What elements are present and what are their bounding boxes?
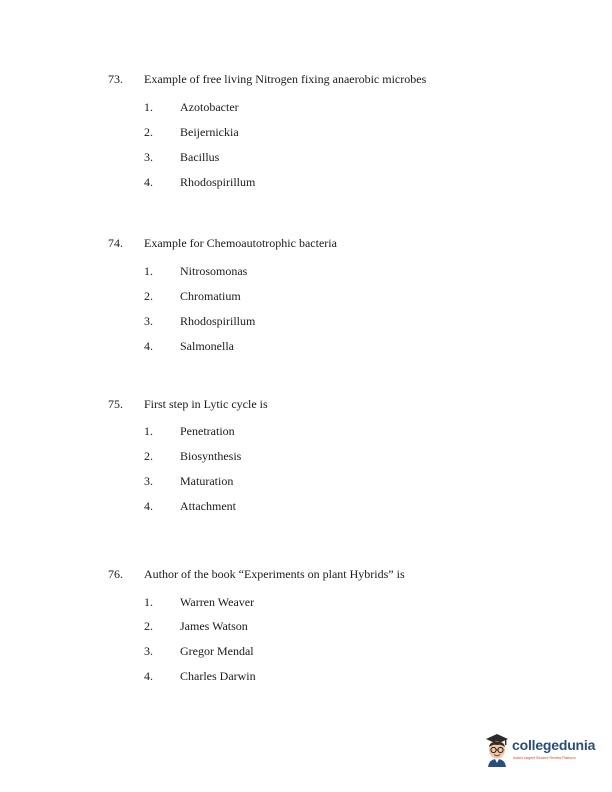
option-text: Rhodospirillum <box>180 175 256 189</box>
option-text: Salmonella <box>180 339 234 353</box>
question-text: Example of free living Nitrogen fixing anaerobic microbes <box>144 72 427 86</box>
logo-name: collegedunia <box>512 737 596 753</box>
option-2 <box>108 448 508 464</box>
option-number: 2. <box>144 619 153 633</box>
logo-tagline: India's largest Student Review Platform <box>513 756 576 760</box>
question-number: 75. <box>108 397 123 411</box>
question-stem <box>108 235 568 251</box>
option-number: 4. <box>144 175 153 189</box>
question-text: Example for Chemoautotrophic bacteria <box>144 236 337 250</box>
option-3 <box>108 473 508 489</box>
option-text: Azotobacter <box>180 100 239 114</box>
option-2 <box>108 288 508 304</box>
option-number: 3. <box>144 474 153 488</box>
graduate-mascot-icon <box>484 733 510 767</box>
option-2 <box>108 124 508 140</box>
option-2 <box>108 618 508 634</box>
option-1 <box>108 263 508 279</box>
option-3 <box>108 313 508 329</box>
option-3 <box>108 643 508 659</box>
question-75 <box>108 396 568 513</box>
option-3 <box>108 149 508 165</box>
option-4 <box>108 668 508 684</box>
option-number: 2. <box>144 125 153 139</box>
option-1 <box>108 99 508 115</box>
option-number: 1. <box>144 100 153 114</box>
option-text: Maturation <box>180 474 234 488</box>
option-1 <box>108 594 508 610</box>
question-76 <box>108 566 568 683</box>
option-text: Beijernickia <box>180 125 239 139</box>
option-4 <box>108 498 508 514</box>
option-text: Biosynthesis <box>180 449 242 463</box>
question-text: First step in Lytic cycle is <box>144 397 268 411</box>
option-1 <box>108 423 508 439</box>
option-number: 3. <box>144 150 153 164</box>
option-number: 4. <box>144 499 153 513</box>
option-text: Bacillus <box>180 150 220 164</box>
collegedunia-logo <box>484 733 598 769</box>
option-4 <box>108 338 508 354</box>
option-number: 1. <box>144 264 153 278</box>
option-number: 3. <box>144 644 153 658</box>
question-stem <box>108 71 568 87</box>
option-text: James Watson <box>180 619 248 633</box>
question-74 <box>108 235 568 353</box>
question-number: 76. <box>108 567 123 581</box>
question-text: Author of the book “Experiments on plant Hybrids” is <box>144 567 405 581</box>
option-number: 4. <box>144 669 153 683</box>
option-number: 1. <box>144 595 153 609</box>
question-stem <box>108 566 568 582</box>
option-text: Attachment <box>180 499 236 513</box>
question-number: 74. <box>108 236 123 250</box>
question-73 <box>108 71 568 189</box>
question-stem <box>108 396 568 412</box>
option-text: Gregor Mendal <box>180 644 254 658</box>
option-text: Charles Darwin <box>180 669 256 683</box>
option-text: Rhodospirillum <box>180 314 256 328</box>
option-number: 2. <box>144 449 153 463</box>
option-number: 2. <box>144 289 153 303</box>
option-number: 4. <box>144 339 153 353</box>
question-number: 73. <box>108 72 123 86</box>
option-text: Chromatium <box>180 289 241 303</box>
option-text: Warren Weaver <box>180 595 255 609</box>
option-4 <box>108 174 508 190</box>
option-number: 3. <box>144 314 153 328</box>
option-text: Nitrosomonas <box>180 264 248 278</box>
option-text: Penetration <box>180 424 235 438</box>
option-number: 1. <box>144 424 153 438</box>
